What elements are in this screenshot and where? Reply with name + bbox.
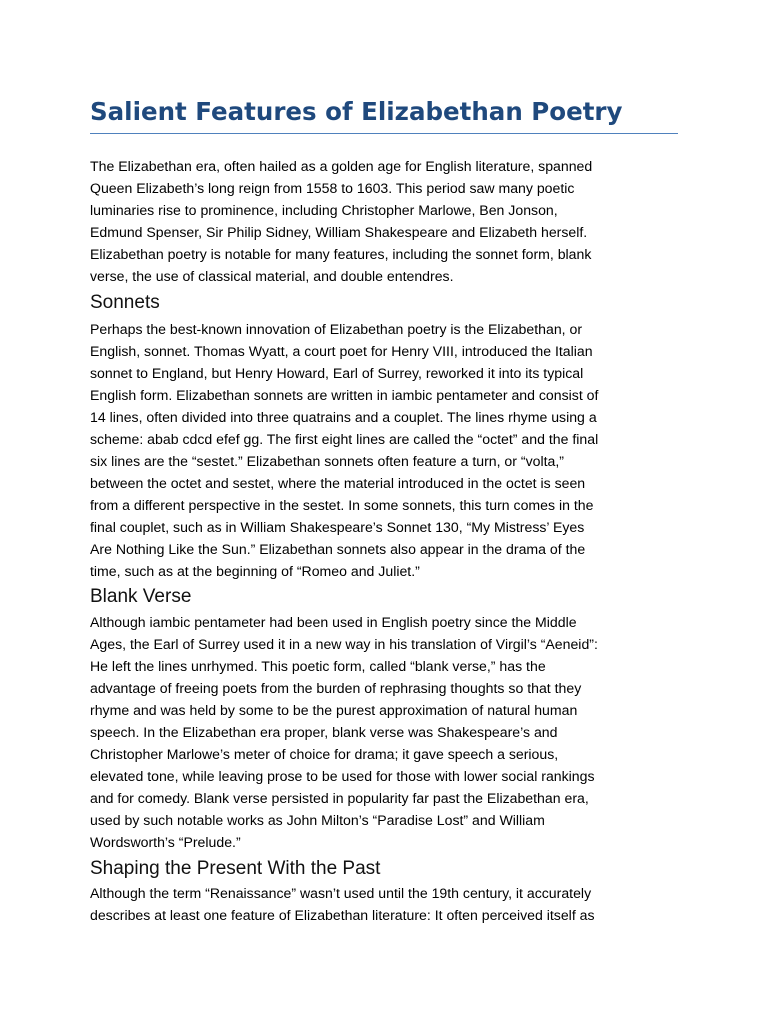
paragraph-line: Elizabethan poetry is notable for many features, including the sonnet form, blank: [90, 246, 592, 262]
section-heading-sonnets: Sonnets: [90, 292, 160, 313]
paragraph-line: The Elizabethan era, often hailed as a golden age for English literature, spanned: [90, 158, 593, 174]
paragraph-line: English, sonnet. Thomas Wyatt, a court poet for Henry VIII, introduced the Italian: [90, 343, 593, 359]
paragraph-line: verse, the use of classical material, and double entendres.: [90, 268, 454, 284]
paragraph-line: rhyme and was held by some to be the purest approximation of natural human: [90, 702, 578, 718]
paragraph-line: Christopher Marlowe’s meter of choice for drama; it gave speech a serious,: [90, 746, 559, 762]
blank-verse-paragraph: [90, 611, 690, 853]
paragraph-line: 14 lines, often divided into three quatrains and a couplet. The lines rhyme using a: [90, 409, 597, 425]
paragraph-line: scheme: abab cdcd efef gg. The first eight lines are called the “octet” and the final: [90, 431, 599, 447]
paragraph-line: describes at least one feature of Elizabethan literature: It often perceived itself as: [90, 907, 595, 923]
paragraph-line: luminaries rise to prominence, including Christopher Marlowe, Ben Jonson,: [90, 202, 558, 218]
sonnets-paragraph: [90, 318, 690, 582]
paragraph-line: Are Nothing Like the Sun.” Elizabethan sonnets also appear in the drama of the: [90, 541, 586, 557]
paragraph-line: speech. In the Elizabethan era proper, blank verse was Shakespeare’s and: [90, 724, 558, 740]
paragraph-line: from a different perspective in the sestet. In some sonnets, this turn comes in the: [90, 497, 594, 513]
paragraph-line: Edmund Spenser, Sir Philip Sidney, William Shakespeare and Elizabeth herself.: [90, 224, 588, 240]
paragraph-line: between the octet and sestet, where the material introduced in the octet is seen: [90, 475, 586, 491]
section-heading-shaping-the-present: Shaping the Present With the Past: [90, 858, 381, 879]
paragraph-line: used by such notable works as John Milton’s “Paradise Lost” and William: [90, 812, 545, 828]
intro-paragraph: [90, 155, 690, 287]
paragraph-line: He left the lines unrhymed. This poetic form, called “blank verse,” has the: [90, 658, 546, 674]
paragraph-line: elevated tone, while leaving prose to be used for those with lower social rankings: [90, 768, 595, 784]
paragraph-line: six lines are the “sestet.” Elizabethan sonnets often feature a turn, or “volta,”: [90, 453, 564, 469]
paragraph-line: Perhaps the best-known innovation of Elizabethan poetry is the Elizabethan, or: [90, 321, 583, 337]
paragraph-line: sonnet to England, but Henry Howard, Earl of Surrey, reworked it into its typical: [90, 365, 584, 381]
paragraph-line: Although the term “Renaissance” wasn’t used until the 19th century, it accurately: [90, 885, 592, 901]
paragraph-line: Although iambic pentameter had been used in English poetry since the Middle: [90, 614, 577, 630]
paragraph-line: English form. Elizabethan sonnets are written in iambic pentameter and consist of: [90, 387, 599, 403]
shaping-paragraph: [90, 882, 690, 926]
paragraph-line: and for comedy. Blank verse persisted in popularity far past the Elizabethan era,: [90, 790, 589, 806]
paragraph-line: Queen Elizabeth’s long reign from 1558 to 1603. This period saw many poetic: [90, 180, 575, 196]
section-heading-blank-verse: Blank Verse: [90, 586, 192, 607]
paragraph-line: advantage of freeing poets from the burden of rephrasing thoughts so that they: [90, 680, 582, 696]
paragraph-line: Ages, the Earl of Surrey used it in a new way in his translation of Virgil’s “Aeneid”:: [90, 636, 598, 652]
paragraph-line: final couplet, such as in William Shakespeare’s Sonnet 130, “My Mistress’ Eyes: [90, 519, 585, 535]
title-underline: [90, 133, 678, 134]
paragraph-line: Wordsworth’s “Prelude.”: [90, 834, 241, 850]
document-title: Salient Features of Elizabethan Poetry: [90, 97, 623, 126]
paragraph-line: time, such as at the beginning of “Romeo and Juliet.”: [90, 563, 420, 579]
